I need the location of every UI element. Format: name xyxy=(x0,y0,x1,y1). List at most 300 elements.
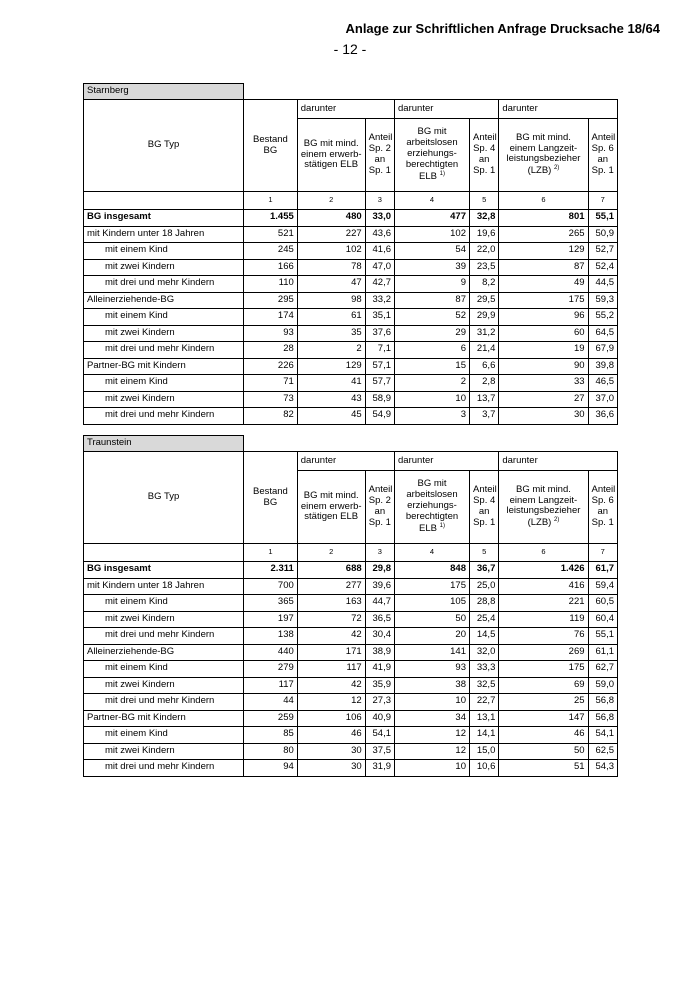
table-row xyxy=(84,325,618,342)
row-label: mit einem Kind xyxy=(84,375,244,392)
row-value: 10 xyxy=(395,694,470,711)
table-row xyxy=(84,710,618,727)
row-value: 25,0 xyxy=(469,578,498,595)
row-value: 52 xyxy=(395,309,470,326)
row-label: mit drei und mehr Kindern xyxy=(84,694,244,711)
row-label: Alleinerziehende-BG xyxy=(84,292,244,309)
header-elb-erwerb xyxy=(297,119,365,192)
row-value: 55,2 xyxy=(588,309,617,326)
header-elb-arbeitslos xyxy=(395,119,470,192)
row-value: 138 xyxy=(244,628,298,645)
row-value: 8,2 xyxy=(469,276,498,293)
row-value: 175 xyxy=(499,661,588,678)
row-value: 2,8 xyxy=(469,375,498,392)
row-value: 102 xyxy=(395,226,470,243)
row-label: mit drei und mehr Kindern xyxy=(84,408,244,425)
row-label: mit einem Kind xyxy=(84,661,244,678)
row-value: 14,1 xyxy=(469,727,498,744)
row-label: mit Kindern unter 18 Jahren xyxy=(84,578,244,595)
row-value: 57,1 xyxy=(365,358,394,375)
row-value: 54,1 xyxy=(365,727,394,744)
row-value: 227 xyxy=(297,226,365,243)
row-value: 33,3 xyxy=(469,661,498,678)
row-value: 38 xyxy=(395,677,470,694)
region-label: Traunstein xyxy=(84,436,244,452)
row-value: 54 xyxy=(395,243,470,260)
header-elb-erwerb xyxy=(297,471,365,544)
table-row xyxy=(84,210,618,227)
table-row xyxy=(84,292,618,309)
header-anteil-sp6-text: Anteil Sp. 6 an Sp. 1 xyxy=(591,484,616,528)
row-value: 82 xyxy=(244,408,298,425)
row-value: 56,8 xyxy=(588,694,617,711)
row-value: 55,1 xyxy=(588,210,617,227)
row-value: 41 xyxy=(297,375,365,392)
row-value: 35 xyxy=(297,325,365,342)
header-lzb-text: BG mit mind. einem Langzeit-leistungsbezieher (LZB) xyxy=(506,131,581,177)
row-value: 90 xyxy=(499,358,588,375)
table-row xyxy=(84,644,618,661)
row-value: 848 xyxy=(395,562,470,579)
row-value: 30 xyxy=(297,743,365,760)
row-value: 27 xyxy=(499,391,588,408)
row-value: 51 xyxy=(499,760,588,777)
row-value: 29,8 xyxy=(365,562,394,579)
row-value: 78 xyxy=(297,259,365,276)
row-label: mit drei und mehr Kindern xyxy=(84,760,244,777)
row-value: 110 xyxy=(244,276,298,293)
row-value: 36,7 xyxy=(469,562,498,579)
row-value: 87 xyxy=(499,259,588,276)
header-anteil-sp4 xyxy=(469,119,498,192)
row-value: 688 xyxy=(297,562,365,579)
row-value: 59,4 xyxy=(588,578,617,595)
row-value: 34 xyxy=(395,710,470,727)
row-value: 25 xyxy=(499,694,588,711)
row-label: mit drei und mehr Kindern xyxy=(84,342,244,359)
column-index: 3 xyxy=(365,192,394,210)
row-value: 10 xyxy=(395,760,470,777)
row-value: 3,7 xyxy=(469,408,498,425)
header-lzb-footnote: 2) xyxy=(553,165,560,172)
row-label: mit einem Kind xyxy=(84,309,244,326)
row-value: 60,5 xyxy=(588,595,617,612)
header-bg-typ: BG Typ xyxy=(84,100,244,192)
header-bestand: Bestand BG xyxy=(244,100,298,192)
header-darunter-erwerb: darunter xyxy=(297,100,394,119)
row-label: Alleinerziehende-BG xyxy=(84,644,244,661)
header-anteil-sp6 xyxy=(588,471,617,544)
region-row xyxy=(84,436,618,452)
table-row xyxy=(84,578,618,595)
row-value: 6,6 xyxy=(469,358,498,375)
row-value: 32,5 xyxy=(469,677,498,694)
row-value: 29,9 xyxy=(469,309,498,326)
header-anteil-sp2-text: Anteil Sp. 2 an Sp. 1 xyxy=(368,132,393,176)
row-value: 1.455 xyxy=(244,210,298,227)
column-index: 4 xyxy=(395,544,470,562)
column-index: 1 xyxy=(244,544,298,562)
row-value: 10 xyxy=(395,391,470,408)
row-value: 259 xyxy=(244,710,298,727)
column-index: 3 xyxy=(365,544,394,562)
index-blank xyxy=(84,544,244,562)
row-value: 72 xyxy=(297,611,365,628)
row-label: mit zwei Kindern xyxy=(84,743,244,760)
row-value: 29 xyxy=(395,325,470,342)
row-value: 19,6 xyxy=(469,226,498,243)
row-value: 7,1 xyxy=(365,342,394,359)
row-value: 42,7 xyxy=(365,276,394,293)
table-row xyxy=(84,760,618,777)
column-index: 6 xyxy=(499,192,588,210)
region-table-traunstein xyxy=(83,435,618,777)
row-value: 10,6 xyxy=(469,760,498,777)
row-value: 46 xyxy=(297,727,365,744)
table-row xyxy=(84,309,618,326)
row-label: Partner-BG mit Kindern xyxy=(84,358,244,375)
row-value: 365 xyxy=(244,595,298,612)
row-value: 295 xyxy=(244,292,298,309)
table-row xyxy=(84,259,618,276)
row-value: 44 xyxy=(244,694,298,711)
row-value: 38,9 xyxy=(365,644,394,661)
row-value: 69 xyxy=(499,677,588,694)
table-row xyxy=(84,595,618,612)
row-value: 37,5 xyxy=(365,743,394,760)
row-value: 61 xyxy=(297,309,365,326)
row-value: 39,8 xyxy=(588,358,617,375)
header-bg-typ: BG Typ xyxy=(84,452,244,544)
row-value: 54,1 xyxy=(588,727,617,744)
row-label: mit zwei Kindern xyxy=(84,677,244,694)
row-value: 9 xyxy=(395,276,470,293)
row-value: 30 xyxy=(499,408,588,425)
row-value: 29,5 xyxy=(469,292,498,309)
row-value: 50 xyxy=(395,611,470,628)
header-elb-arbeitslos-footnote: 1) xyxy=(439,522,445,529)
row-value: 129 xyxy=(499,243,588,260)
row-value: 50,9 xyxy=(588,226,617,243)
header-anteil-sp4-text: Anteil Sp. 4 an Sp. 1 xyxy=(472,132,497,176)
row-value: 60 xyxy=(499,325,588,342)
row-value: 279 xyxy=(244,661,298,678)
row-value: 117 xyxy=(297,661,365,678)
row-value: 163 xyxy=(297,595,365,612)
row-value: 62,5 xyxy=(588,743,617,760)
column-index: 7 xyxy=(588,544,617,562)
row-value: 41,6 xyxy=(365,243,394,260)
row-value: 477 xyxy=(395,210,470,227)
row-value: 57,7 xyxy=(365,375,394,392)
row-value: 31,9 xyxy=(365,760,394,777)
header-elb-arbeitslos-footnote: 1) xyxy=(439,170,445,177)
index-blank xyxy=(84,192,244,210)
column-index: 2 xyxy=(297,544,365,562)
row-value: 54,3 xyxy=(588,760,617,777)
row-value: 61,1 xyxy=(588,644,617,661)
row-value: 41,9 xyxy=(365,661,394,678)
row-value: 93 xyxy=(244,325,298,342)
header-darunter-lzb: darunter xyxy=(499,452,618,471)
row-value: 80 xyxy=(244,743,298,760)
row-value: 129 xyxy=(297,358,365,375)
row-value: 20 xyxy=(395,628,470,645)
row-value: 54,9 xyxy=(365,408,394,425)
region-row-blank xyxy=(244,84,618,100)
row-value: 21,4 xyxy=(469,342,498,359)
row-value: 85 xyxy=(244,727,298,744)
row-value: 39 xyxy=(395,259,470,276)
document-header-title: Anlage zur Schriftlichen Anfrage Drucksache 18/64 xyxy=(345,21,660,36)
header-anteil-sp4-text: Anteil Sp. 4 an Sp. 1 xyxy=(472,484,497,528)
table-row xyxy=(84,408,618,425)
row-value: 22,0 xyxy=(469,243,498,260)
row-value: 277 xyxy=(297,578,365,595)
table-row xyxy=(84,677,618,694)
row-value: 73 xyxy=(244,391,298,408)
row-value: 52,4 xyxy=(588,259,617,276)
row-value: 119 xyxy=(499,611,588,628)
table-row xyxy=(84,226,618,243)
row-label: mit einem Kind xyxy=(84,243,244,260)
row-value: 46 xyxy=(499,727,588,744)
row-value: 30,4 xyxy=(365,628,394,645)
row-value: 25,4 xyxy=(469,611,498,628)
table-row xyxy=(84,694,618,711)
row-value: 45 xyxy=(297,408,365,425)
header-elb-erwerb-text: BG mit mind. einem erwerb-stätigen ELB xyxy=(300,489,362,523)
row-value: 265 xyxy=(499,226,588,243)
row-label: mit drei und mehr Kindern xyxy=(84,276,244,293)
row-value: 15,0 xyxy=(469,743,498,760)
row-value: 27,3 xyxy=(365,694,394,711)
row-value: 37,6 xyxy=(365,325,394,342)
header-anteil-sp2 xyxy=(365,119,394,192)
row-value: 44,5 xyxy=(588,276,617,293)
row-label: mit einem Kind xyxy=(84,595,244,612)
row-value: 33,2 xyxy=(365,292,394,309)
row-value: 47,0 xyxy=(365,259,394,276)
column-index: 2 xyxy=(297,192,365,210)
row-value: 269 xyxy=(499,644,588,661)
row-value: 147 xyxy=(499,710,588,727)
row-label: BG insgesamt xyxy=(84,562,244,579)
row-value: 58,9 xyxy=(365,391,394,408)
row-value: 480 xyxy=(297,210,365,227)
region-row xyxy=(84,84,618,100)
row-value: 12 xyxy=(395,727,470,744)
row-value: 42 xyxy=(297,677,365,694)
table-row xyxy=(84,628,618,645)
table-row xyxy=(84,727,618,744)
row-value: 50 xyxy=(499,743,588,760)
row-value: 245 xyxy=(244,243,298,260)
header-elb-arbeitslos-text: BG mit arbeitslosen erziehungs-berechtigten ELB xyxy=(405,478,459,534)
row-value: 49 xyxy=(499,276,588,293)
row-label: BG insgesamt xyxy=(84,210,244,227)
row-value: 56,8 xyxy=(588,710,617,727)
row-value: 44,7 xyxy=(365,595,394,612)
row-value: 87 xyxy=(395,292,470,309)
row-value: 94 xyxy=(244,760,298,777)
row-value: 36,6 xyxy=(588,408,617,425)
row-value: 60,4 xyxy=(588,611,617,628)
row-label: mit zwei Kindern xyxy=(84,611,244,628)
row-value: 36,5 xyxy=(365,611,394,628)
header-darunter-lzb: darunter xyxy=(499,100,618,119)
row-value: 33 xyxy=(499,375,588,392)
row-value: 801 xyxy=(499,210,588,227)
row-value: 2 xyxy=(395,375,470,392)
row-value: 52,7 xyxy=(588,243,617,260)
row-value: 46,5 xyxy=(588,375,617,392)
header-anteil-sp2 xyxy=(365,471,394,544)
row-value: 43 xyxy=(297,391,365,408)
row-value: 6 xyxy=(395,342,470,359)
row-value: 700 xyxy=(244,578,298,595)
row-value: 23,5 xyxy=(469,259,498,276)
row-value: 13,1 xyxy=(469,710,498,727)
row-value: 33,0 xyxy=(365,210,394,227)
header-lzb xyxy=(499,119,588,192)
row-label: Partner-BG mit Kindern xyxy=(84,710,244,727)
row-value: 39,6 xyxy=(365,578,394,595)
row-value: 1.426 xyxy=(499,562,588,579)
row-value: 32,8 xyxy=(469,210,498,227)
row-value: 102 xyxy=(297,243,365,260)
row-value: 22,7 xyxy=(469,694,498,711)
row-value: 15 xyxy=(395,358,470,375)
row-label: mit drei und mehr Kindern xyxy=(84,628,244,645)
header-darunter-arbeitslos: darunter xyxy=(395,100,499,119)
row-value: 28,8 xyxy=(469,595,498,612)
row-value: 76 xyxy=(499,628,588,645)
row-value: 28 xyxy=(244,342,298,359)
header-index-row xyxy=(84,192,618,210)
row-value: 59,3 xyxy=(588,292,617,309)
table-row xyxy=(84,611,618,628)
table-row xyxy=(84,243,618,260)
row-value: 93 xyxy=(395,661,470,678)
row-value: 2.311 xyxy=(244,562,298,579)
row-value: 37,0 xyxy=(588,391,617,408)
header-darunter-arbeitslos: darunter xyxy=(395,452,499,471)
header-darunter-erwerb: darunter xyxy=(297,452,394,471)
header-anteil-sp4 xyxy=(469,471,498,544)
header-lzb xyxy=(499,471,588,544)
row-value: 175 xyxy=(395,578,470,595)
header-bestand: Bestand BG xyxy=(244,452,298,544)
column-index: 1 xyxy=(244,192,298,210)
header-darunter-row xyxy=(84,452,618,471)
row-value: 141 xyxy=(395,644,470,661)
row-value: 117 xyxy=(244,677,298,694)
column-index: 5 xyxy=(469,544,498,562)
row-value: 43,6 xyxy=(365,226,394,243)
header-darunter-row xyxy=(84,100,618,119)
row-value: 40,9 xyxy=(365,710,394,727)
row-value: 221 xyxy=(499,595,588,612)
row-value: 105 xyxy=(395,595,470,612)
row-value: 71 xyxy=(244,375,298,392)
table-row xyxy=(84,358,618,375)
column-index: 5 xyxy=(469,192,498,210)
table-row xyxy=(84,276,618,293)
row-value: 171 xyxy=(297,644,365,661)
header-anteil-sp6-text: Anteil Sp. 6 an Sp. 1 xyxy=(591,132,616,176)
region-row-blank xyxy=(244,436,618,452)
row-label: mit zwei Kindern xyxy=(84,325,244,342)
row-value: 31,2 xyxy=(469,325,498,342)
header-anteil-sp2-text: Anteil Sp. 2 an Sp. 1 xyxy=(368,484,393,528)
row-value: 32,0 xyxy=(469,644,498,661)
row-value: 166 xyxy=(244,259,298,276)
header-lzb-text: BG mit mind. einem Langzeit-leistungsbezieher (LZB) xyxy=(506,483,581,529)
column-index: 4 xyxy=(395,192,470,210)
row-value: 30 xyxy=(297,760,365,777)
row-value: 13,7 xyxy=(469,391,498,408)
page-number: - 12 - xyxy=(333,41,367,57)
row-value: 2 xyxy=(297,342,365,359)
row-value: 59,0 xyxy=(588,677,617,694)
header-anteil-sp6 xyxy=(588,119,617,192)
row-value: 174 xyxy=(244,309,298,326)
region-label: Starnberg xyxy=(84,84,244,100)
header-elb-erwerb-text: BG mit mind. einem erwerb-stätigen ELB xyxy=(300,137,362,171)
row-value: 416 xyxy=(499,578,588,595)
header-elb-arbeitslos xyxy=(395,471,470,544)
row-value: 62,7 xyxy=(588,661,617,678)
table-row xyxy=(84,375,618,392)
row-label: mit zwei Kindern xyxy=(84,259,244,276)
column-index: 6 xyxy=(499,544,588,562)
region-table-starnberg xyxy=(83,83,618,425)
table-row xyxy=(84,661,618,678)
row-label: mit zwei Kindern xyxy=(84,391,244,408)
row-value: 175 xyxy=(499,292,588,309)
row-value: 61,7 xyxy=(588,562,617,579)
row-value: 12 xyxy=(297,694,365,711)
row-value: 12 xyxy=(395,743,470,760)
row-value: 55,1 xyxy=(588,628,617,645)
row-value: 197 xyxy=(244,611,298,628)
table-row xyxy=(84,391,618,408)
row-label: mit einem Kind xyxy=(84,727,244,744)
row-label: mit Kindern unter 18 Jahren xyxy=(84,226,244,243)
table-row xyxy=(84,743,618,760)
header-lzb-footnote: 2) xyxy=(553,517,560,524)
row-value: 35,9 xyxy=(365,677,394,694)
row-value: 521 xyxy=(244,226,298,243)
table-row xyxy=(84,562,618,579)
row-value: 440 xyxy=(244,644,298,661)
header-elb-arbeitslos-text: BG mit arbeitslosen erziehungs-berechtigten ELB xyxy=(405,126,459,182)
row-value: 47 xyxy=(297,276,365,293)
row-value: 98 xyxy=(297,292,365,309)
row-value: 35,1 xyxy=(365,309,394,326)
header-index-row xyxy=(84,544,618,562)
row-value: 42 xyxy=(297,628,365,645)
row-value: 226 xyxy=(244,358,298,375)
row-value: 3 xyxy=(395,408,470,425)
column-index: 7 xyxy=(588,192,617,210)
row-value: 19 xyxy=(499,342,588,359)
row-value: 96 xyxy=(499,309,588,326)
table-row xyxy=(84,342,618,359)
row-value: 106 xyxy=(297,710,365,727)
row-value: 67,9 xyxy=(588,342,617,359)
